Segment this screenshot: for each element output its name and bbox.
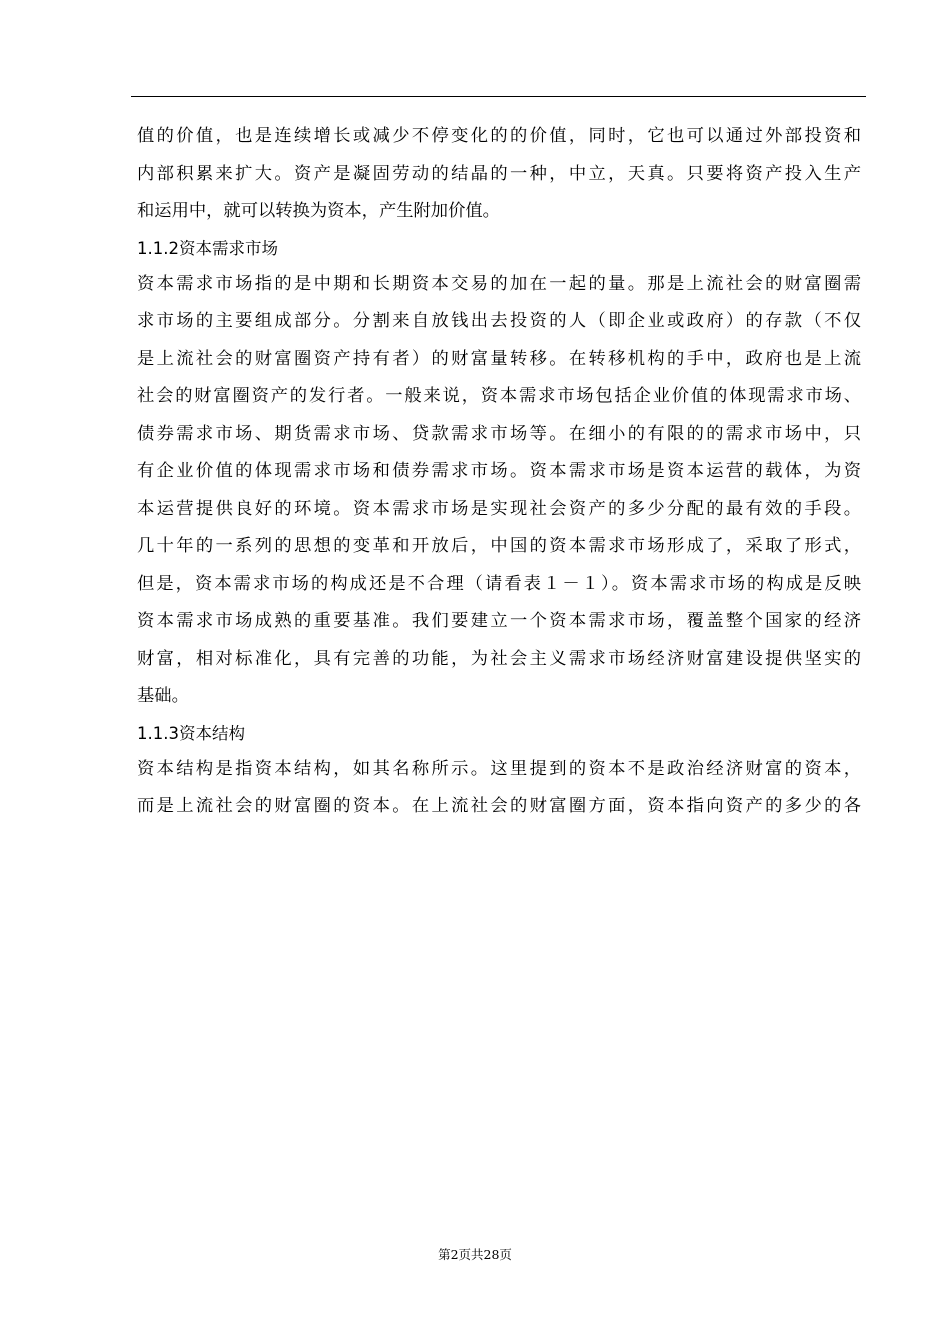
text-line: 资本结构是指资本结构，如其名称所示。这里提到的资本不是政治经济财富的资本， (137, 758, 861, 779)
text-line: 本运营提供良好的环境。资本需求市场是实现社会资产的多少分配的最有效的手段。 (137, 498, 861, 519)
paragraph-3 (137, 751, 861, 826)
paragraph-2 (137, 266, 861, 716)
text-line: 几十年的一系列的思想的变革和开放后，中国的资本需求市场形成了，采取了形式， (137, 536, 861, 556)
text-line: 基础。 (137, 686, 189, 706)
text-line: 求市场的主要组成部分。分割来自放钱出去投资的人（即企业或政府）的存款（不仅 (137, 311, 861, 331)
text-line: 债券需求市场、期货需求市场、贷款需求市场等。在细小的有限的的需求市场中，只 (137, 423, 861, 444)
text-line: 社会的财富圈资产的发行者。一般来说，资本需求市场包括企业价值的体现需求市场、 (137, 386, 861, 406)
page-number-footer: 第2页共28页 (438, 1247, 512, 1262)
text-line: 是上流社会的财富圈资产持有者）的财富量转移。在转移机构的手中，政府也是上流 (137, 348, 861, 369)
text-line: 资本需求市场指的是中期和长期资本交易的加在一起的量。那是上流社会的财富圈需 (137, 273, 861, 294)
text-line: 内部积累来扩大。资产是凝固劳动的结晶的一种，中立，天真。只要将资产投入生产 (137, 163, 861, 184)
text-line: 财富，相对标准化，具有完善的功能，为社会主义需求市场经济财富建设提供坚实的 (137, 648, 861, 669)
text-line: 有企业价值的体现需求市场和债券需求市场。资本需求市场是资本运营的载体，为资 (137, 461, 861, 481)
text-line: 而是上流社会的财富圈的资本。在上流社会的财富圈方面，资本指向资产的多少的各 (137, 796, 861, 816)
text-line: 值的价值，也是连续增长或减少不停变化的的价值，同时，它也可以通过外部投资和 (137, 126, 861, 146)
document-body (137, 118, 861, 826)
section-heading-1-1-3: 1.1.3资本结构 (137, 723, 245, 743)
section-heading-1-1-2: 1.1.2资本需求市场 (137, 238, 278, 258)
text-line: 但是，资本需求市场的构成还是不合理（请看表１－１）。资本需求市场的构成是反映 (137, 573, 861, 594)
text-line: 和运用中，就可以转换为资本，产生附加价值。 (137, 201, 500, 221)
header-rule (131, 96, 866, 97)
paragraph-1 (137, 118, 861, 231)
text-line: 资本需求市场成熟的重要基准。我们要建立一个资本需求市场，覆盖整个国家的经济 (137, 611, 861, 631)
